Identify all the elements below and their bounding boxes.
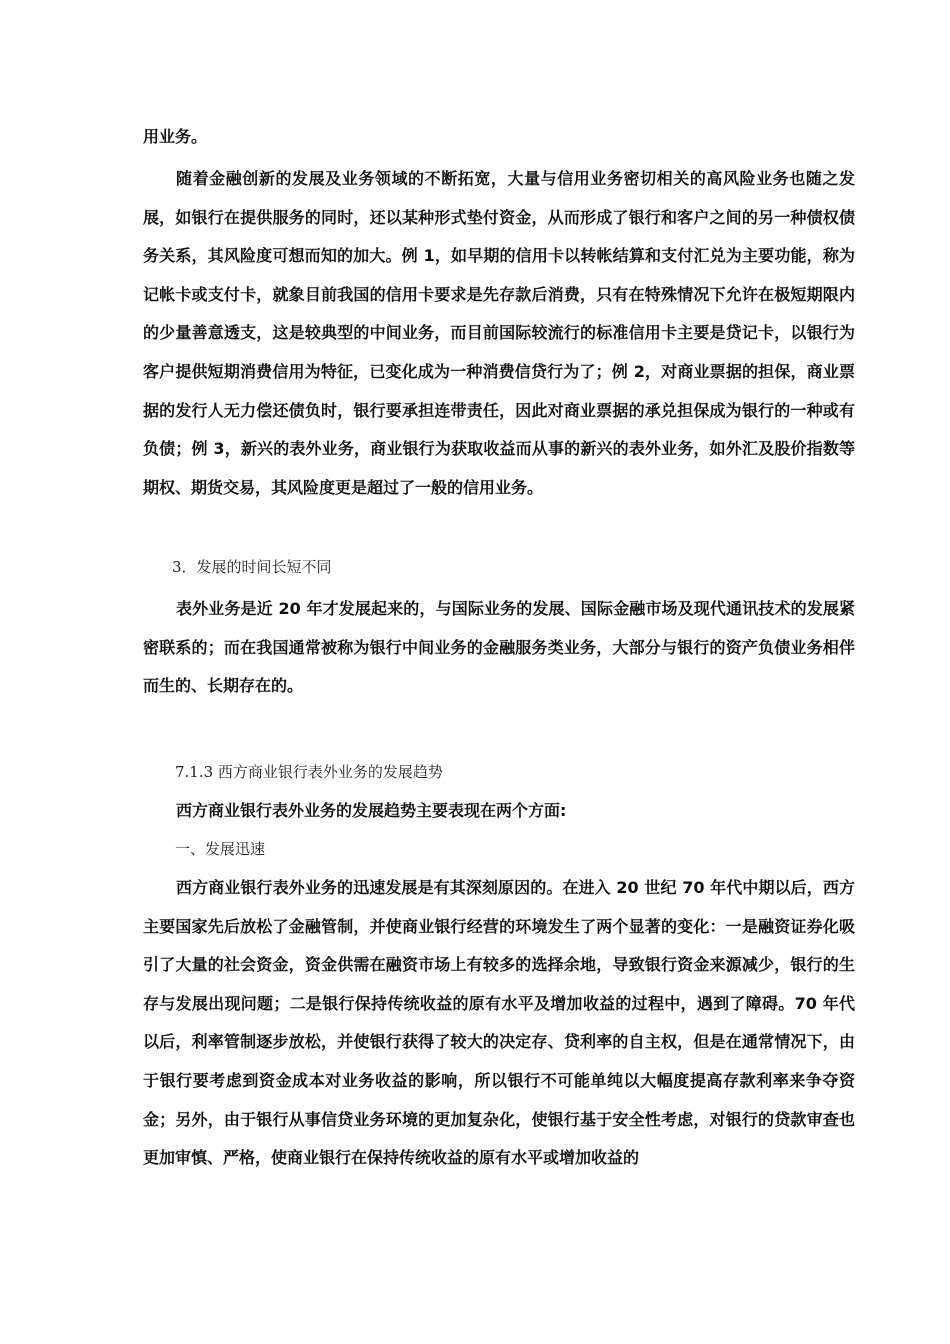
paragraph-continuation: 用业务。	[143, 127, 208, 146]
section-heading-7-1-3: 7.1.3 西方商业银行表外业务的发展趋势	[175, 763, 443, 781]
paragraph-trend-intro: 西方商业银行表外业务的发展趋势主要表现在两个方面:	[176, 801, 567, 820]
paragraph-time-difference: 表外业务是近 20 年才发展起来的，与国际业务的发展、国际金融市场及现代通讯技术的发展紧密联系的；而在我国通常被称为银行中间业务的金融服务类业务，大部分与银行的资产负债业务相伴而生的、长期存在的。	[143, 599, 855, 696]
paragraph-credit-risk: 随着金融创新的发展及业务领域的不断拓宽，大量与信用业务密切相关的高风险业务也随之发展，如银行在提供服务的同时，还以某种形式垫付资金，从而形成了银行和客户之间的另一种债权债务关系，其风险度可想而知的加大。例 1，如早期的信用卡以转帐结算和支付汇兑为主要功能，称为记帐卡或支付卡，就象目前我国的信用卡要求是先存款后消费，只有在特殊情况下允许在极短期限内的少量善意透支，这是较典型的中间业务，而目前国际较流行的标准信用卡主要是贷记卡，以银行为客户提供短期消费信用为特征，已变化成为一种消费信贷行为了；例 2，对商业票据的担保，商业票据的发行人无力偿还债负时，银行要承担连带责任，因此对商业票据的承兑担保成为银行的一种或有负债；例 3，新兴的表外业务，商业银行为获取收益而从事的新兴的表外业务，如外汇及股价指数等期权、期货交易，其风险度更是超过了一般的信用业务。	[143, 169, 855, 497]
paragraph-rapid-development: 西方商业银行表外业务的迅速发展是有其深刻原因的。在进入 20 世纪 70 年代中期以后，西方主要国家先后放松了金融管制，并使商业银行经营的环境发生了两个显著的变化：一是融资证券化吸引了大量的社会资金，资金供需在融资市场上有较多的选择余地，导致银行资金来源减少，银行的生存与发展出现问题；二是银行保持传统收益的原有水平及增加收益的过程中，遇到了障碍。70 年代以后，利率管制逐步放松，并使银行获得了较大的决定存、贷利率的自主权，但是在通常情况下，由于银行要考虑到资金成本对业务收益的影响，所以银行不可能单纯以大幅度提高存款利率来争夺资金；另外，由于银行从事信贷业务环境的更加复杂化，使银行基于安全性考虑，对银行的贷款审查也更加审慎、严格，使商业银行在保持传统收益的原有水平或增加收益的	[143, 878, 855, 1168]
section-heading-time-difference: 3．发展的时间长短不同	[172, 558, 332, 576]
section-heading-rapid-development: 一、发展迅速	[175, 840, 266, 858]
